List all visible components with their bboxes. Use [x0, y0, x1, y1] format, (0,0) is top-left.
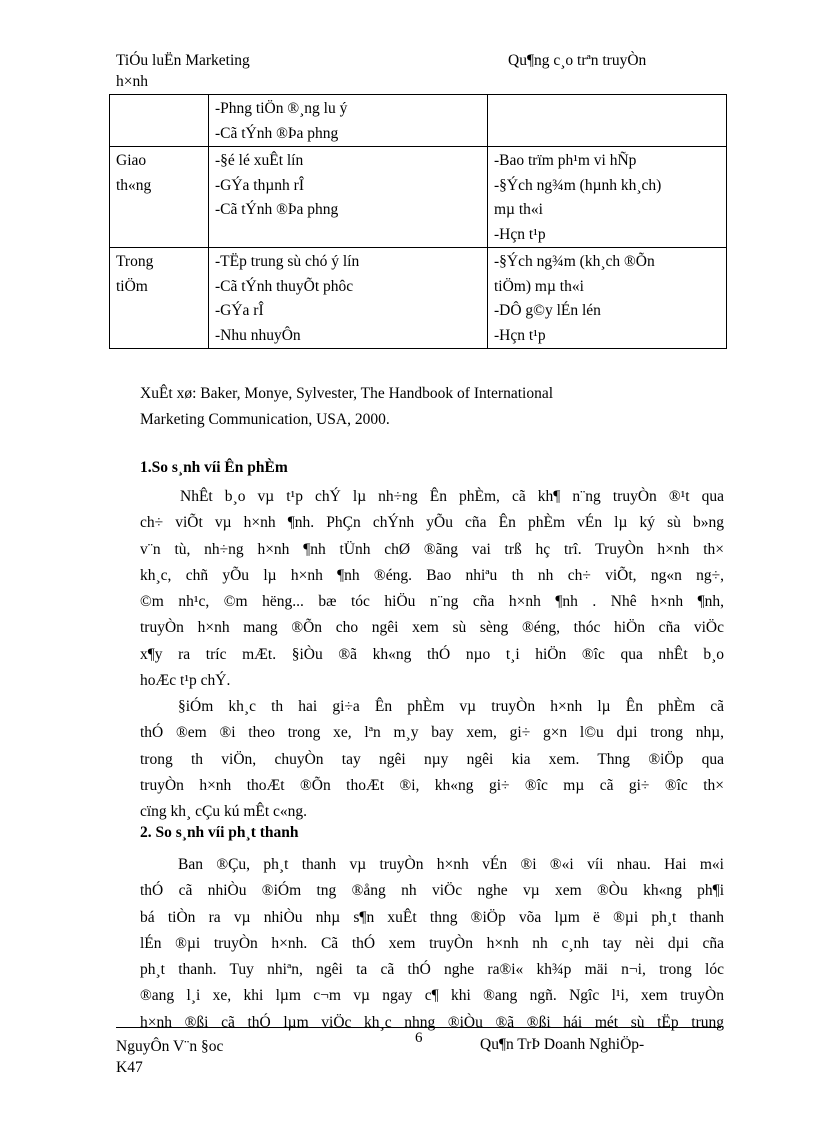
table-cell-advantages: -Phng tiÖn ®¸ng lu ý -Cã tÝnh ®Þa phng	[209, 95, 488, 147]
section-1-heading: 1.So s¸nh víi Ên phÈm	[140, 459, 288, 476]
section-1-paragraph-2: §iÓm kh¸c th hai gi÷a Ên phÈm vµ truyÒn h×nh lµ Ên phÈm cã thÓ ®em ®i theo trong xe, lªn m¸y bay xem, gi÷ g×n l©u dµi trong nhµ, trong th viÖn, chuyÒn tay ngêi nµy ngêi kia xem. Thng ®iÖp qua truyÒn h×nh thoÆt ®Õn thoÆt ®i, kh«ng gi÷ ®îc mµ cã gi÷ ®îc th× cïng kh¸ cÇu kú mÊt c«ng.	[140, 698, 724, 821]
section-1-paragraph-1: NhÊt b¸o vµ t¹p chÝ lµ nh÷ng Ên phÈm, cã kh¶ n¨ng truyÒn ®¹t qua ch÷ viÕt vµ h×nh ¶nh. PhÇn chÝnh yÕu cña Ên phÈm vÉn lµ ký sù b»ng v¨n tù, nh÷ng h×nh ¶nh tÜnh chØ ®ãng vai trß hç trî. TruyÒn h×nh th× kh¸c, chñ yÕu lµ h×nh ¶nh ®éng. Bao nhiªu th nh ch÷ viÕt, ng«n ng÷, ©m nh¹c, ©m hëng... bæ tóc hiÖu n¨ng cña h×nh ¶nh . Nhê h×nh ¶nh, truyÒn h×nh mang ®Õn cho ngêi xem sù sèng ®éng, thóc hiÖn cña viÖc x¶y ra tríc mÆt. §iÒu ®ã kh«ng thÓ nµo t¸i hiÖn ®îc qua nhÊt b¸o hoÆc t¹p chÝ.	[140, 488, 724, 690]
page-number: 6	[415, 1030, 423, 1046]
table-cell-disadvantages: -§Ých ng¾m (kh¸ch ®Õn tiÖm) mµ th«i -DÔ g©y lÉn lén -Hçn t¹p	[488, 248, 727, 349]
table-cell-label: Trong tiÖm	[110, 248, 209, 349]
table-row	[110, 248, 727, 349]
footer-author: NguyÔn V¨n §oc K47	[116, 1038, 224, 1076]
source-citation: XuÊt xø: Baker, Monye, Sylvester, The Handbook of International Marketing Communication, USA, 2000.	[140, 385, 554, 428]
section-2-paragraph-1: Ban ®Çu, ph¸t thanh vµ truyÒn h×nh vÉn ®i ®«i víi nhau. Hai m«i thÓ cã nhiÒu ®iÓm tng ®ång nh viÖc nghe vµ xem ®Òu kh«ng ph¶i bá tiÒn ra vµ nhiÒu nhµ s¶n xuÊt thng ®iÖp võa lµm ë ®µi ph¸t thanh lÉn ®µi truyÒn h×nh. Cã thÓ xem truyÒn h×nh nh c¸nh tay nèi dµi cña ph¸t thanh. Tuy nhiªn, ngêi ta cã thÓ nghe ra®i« kh¾p mäi n¬i, trong lóc ®ang l¸i xe, khi lµm c¬m vµ ngay c¶ khi ®ang ngñ. Ngîc l¹i, xem truyÒn h×nh ®ßi cã thÓ lµm viÖc kh¸c nhng ®iÒu ®ã ®ßi hái mét sù tËp trung	[140, 856, 724, 1031]
header-title-line1: TiÓu luËn Marketing	[116, 52, 250, 69]
section-2-heading: 2. So s¸nh víi ph¸t thanh	[140, 824, 299, 841]
table-cell-label	[110, 95, 209, 147]
table-cell-disadvantages: -Bao trïm ph¹m vi hÑp -§Ých ng¾m (hµnh kh¸ch) mµ th«i -Hçn t¹p	[488, 147, 727, 248]
comparison-table	[109, 94, 727, 349]
footer-department: Qu¶n TrÞ Doanh NghiÖp-	[480, 1036, 645, 1053]
header-title-line2: h×nh	[116, 73, 148, 90]
table-cell-label: Giao th«ng	[110, 147, 209, 248]
table-row	[110, 147, 727, 248]
table-cell-advantages: -§é lé xuÊt lín -GÝa thµnh rÎ -Cã tÝnh ®Þa phng	[209, 147, 488, 248]
table-cell-advantages: -TËp trung sù chó ý lín -Cã tÝnh thuyÕt phôc -GÝa rÎ -Nhu nhuyÔn	[209, 248, 488, 349]
table-row	[110, 95, 727, 147]
header-right: Qu¶ng c¸o trªn truyÒn	[508, 52, 647, 69]
table-cell-disadvantages	[488, 95, 727, 147]
footer-divider	[116, 1027, 721, 1028]
header-left	[116, 50, 346, 92]
